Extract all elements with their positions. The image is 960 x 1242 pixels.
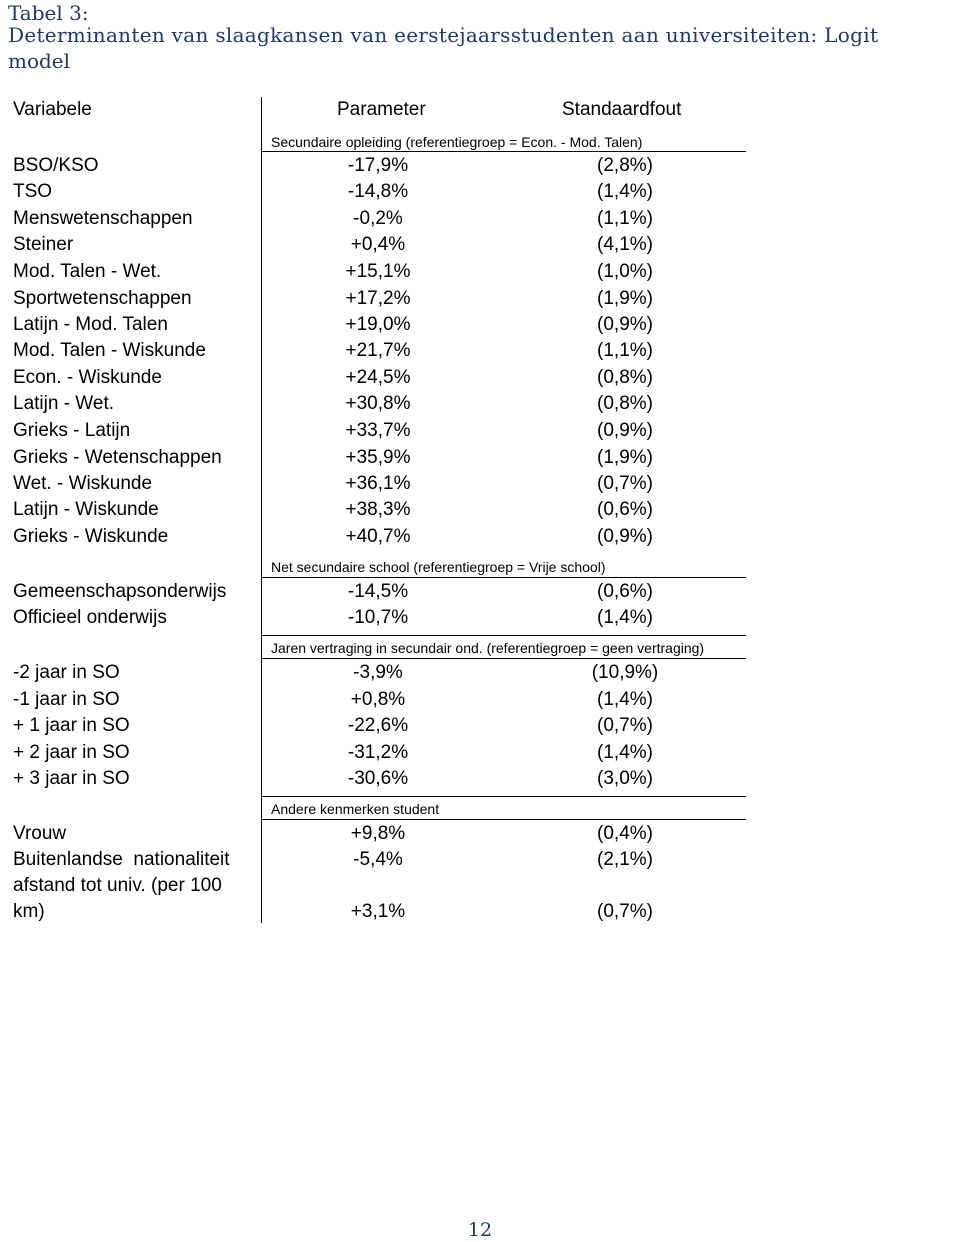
row-variable: afstand tot univ. (per 100 — [13, 875, 222, 896]
row-variable: Econ. - Wiskunde — [13, 367, 162, 388]
row-variable: TSO — [13, 181, 53, 202]
section-rule — [261, 796, 746, 797]
row-parameter: +17,2% — [345, 288, 411, 309]
section-rule — [261, 151, 746, 152]
row-std-error: (0,7%) — [597, 473, 653, 494]
header-variable: Variabele — [13, 99, 92, 120]
row-parameter: +24,5% — [345, 367, 411, 388]
row-variable: -2 jaar in SO — [13, 662, 120, 683]
row-std-error: (1,4%) — [597, 689, 653, 710]
row-std-error: (0,9%) — [597, 526, 653, 547]
header-parameter: Parameter — [337, 99, 426, 120]
row-parameter: -5,4% — [353, 849, 403, 870]
row-parameter: -30,6% — [347, 768, 409, 789]
section-rule — [261, 577, 746, 578]
row-parameter: +19,0% — [345, 314, 411, 335]
row-variable: km) — [13, 901, 45, 922]
row-parameter: -14,5% — [347, 581, 409, 602]
row-parameter: +40,7% — [345, 526, 411, 547]
row-parameter: +3,1% — [350, 901, 406, 922]
row-std-error: (0,8%) — [597, 367, 653, 388]
row-std-error: (1,1%) — [597, 340, 653, 361]
table-row — [0, 338, 960, 364]
table-title: Determinanten van slaagkansen van eerstejaarsstudenten aan universiteiten: Logit — [8, 23, 879, 47]
row-std-error: (1,9%) — [597, 447, 653, 468]
table-row — [0, 418, 960, 444]
row-variable: Wet. - Wiskunde — [13, 473, 153, 494]
section-heading-years-delay: Jaren vertraging in secundair ond. (referentiegroep = geen vertraging) — [271, 640, 705, 656]
table-row — [0, 365, 960, 391]
row-std-error: (1,4%) — [597, 181, 653, 202]
table-row — [0, 821, 960, 847]
table-row — [0, 766, 960, 792]
row-variable: + 2 jaar in SO — [13, 742, 130, 763]
row-std-error: (0,7%) — [597, 715, 653, 736]
row-std-error: (1,0%) — [597, 261, 653, 282]
table-row — [0, 206, 960, 232]
row-parameter: +21,7% — [345, 340, 411, 361]
row-std-error: (1,1%) — [597, 208, 653, 229]
table-row — [0, 873, 960, 899]
row-variable: Grieks - Latijn — [13, 420, 131, 441]
table-row — [0, 153, 960, 179]
table-row — [0, 740, 960, 766]
row-parameter: +38,3% — [345, 499, 411, 520]
row-parameter: +9,8% — [350, 823, 406, 844]
row-variable: Mod. Talen - Wiskunde — [13, 340, 206, 361]
row-variable: Officieel onderwijs — [13, 607, 167, 628]
row-std-error: (2,8%) — [597, 155, 653, 176]
row-std-error: (0,8%) — [597, 393, 653, 414]
row-parameter: -22,6% — [347, 715, 409, 736]
row-parameter: -0,2% — [353, 208, 403, 229]
row-variable: + 1 jaar in SO — [13, 715, 130, 736]
section-rule — [261, 658, 746, 659]
row-variable: Sportwetenschappen — [13, 288, 192, 309]
row-std-error: (0,9%) — [597, 420, 653, 441]
row-parameter: -17,9% — [347, 155, 409, 176]
row-variable: Latijn - Wet. — [13, 393, 115, 414]
row-variable: Menswetenschappen — [13, 208, 193, 229]
row-variable: Gemeenschapsonderwijs — [13, 581, 227, 602]
table-row — [0, 687, 960, 713]
table-row — [0, 179, 960, 205]
section-rule — [261, 635, 746, 636]
table-row — [0, 391, 960, 417]
table-row — [0, 579, 960, 605]
row-variable: Latijn - Mod. Talen — [13, 314, 168, 335]
table-row — [0, 713, 960, 739]
row-std-error: (2,1%) — [597, 849, 653, 870]
row-parameter: -31,2% — [347, 742, 409, 763]
row-variable: -1 jaar in SO — [13, 689, 120, 710]
row-std-error: (10,9%) — [591, 662, 659, 683]
table-row — [0, 847, 960, 873]
row-std-error: (1,4%) — [597, 607, 653, 628]
table-row — [0, 232, 960, 258]
section-heading-school-network: Net secundaire school (referentiegroep = Vrije school) — [271, 559, 606, 575]
table-row — [0, 312, 960, 338]
table-label: Tabel 3: — [8, 1, 89, 25]
row-variable: Mod. Talen - Wet. — [13, 261, 162, 282]
row-parameter: +36,1% — [345, 473, 411, 494]
row-parameter: +0,8% — [350, 689, 406, 710]
row-std-error: (0,4%) — [597, 823, 653, 844]
section-heading-student-characteristics: Andere kenmerken student — [271, 801, 440, 817]
table-row — [0, 471, 960, 497]
header-std-error: Standaardfout — [562, 99, 682, 120]
table-row — [0, 286, 960, 312]
row-variable: Latijn - Wiskunde — [13, 499, 159, 520]
row-parameter: -14,8% — [347, 181, 409, 202]
table-row — [0, 660, 960, 686]
row-parameter: -3,9% — [353, 662, 403, 683]
row-parameter: +0,4% — [350, 234, 406, 255]
row-variable: Steiner — [13, 234, 74, 255]
row-parameter: -10,7% — [347, 607, 409, 628]
row-std-error: (0,6%) — [597, 581, 653, 602]
page-number: 12 — [467, 1219, 493, 1241]
section-heading-secondary-education: Secundaire opleiding (referentiegroep = Econ. - Mod. Talen) — [271, 134, 643, 150]
row-parameter: +33,7% — [345, 420, 411, 441]
row-variable: Grieks - Wetenschappen — [13, 447, 222, 468]
row-variable: Buitenlandse nationaliteit — [13, 849, 230, 870]
table-row — [0, 605, 960, 631]
row-std-error: (1,9%) — [597, 288, 653, 309]
table-row — [0, 899, 960, 925]
table-row — [0, 445, 960, 471]
row-parameter: +35,9% — [345, 447, 411, 468]
row-variable: Grieks - Wiskunde — [13, 526, 169, 547]
row-std-error: (0,6%) — [597, 499, 653, 520]
row-std-error: (0,7%) — [597, 901, 653, 922]
table-row — [0, 259, 960, 285]
section-rule — [261, 819, 746, 820]
row-std-error: (4,1%) — [597, 234, 653, 255]
row-std-error: (0,9%) — [597, 314, 653, 335]
row-variable: + 3 jaar in SO — [13, 768, 130, 789]
table-row — [0, 524, 960, 550]
row-parameter: +15,1% — [345, 261, 411, 282]
row-variable: Vrouw — [13, 823, 67, 844]
row-std-error: (3,0%) — [597, 768, 653, 789]
table-title-continued: model — [8, 49, 71, 73]
table-row — [0, 497, 960, 523]
row-std-error: (1,4%) — [597, 742, 653, 763]
row-variable: BSO/KSO — [13, 155, 99, 176]
row-parameter: +30,8% — [345, 393, 411, 414]
